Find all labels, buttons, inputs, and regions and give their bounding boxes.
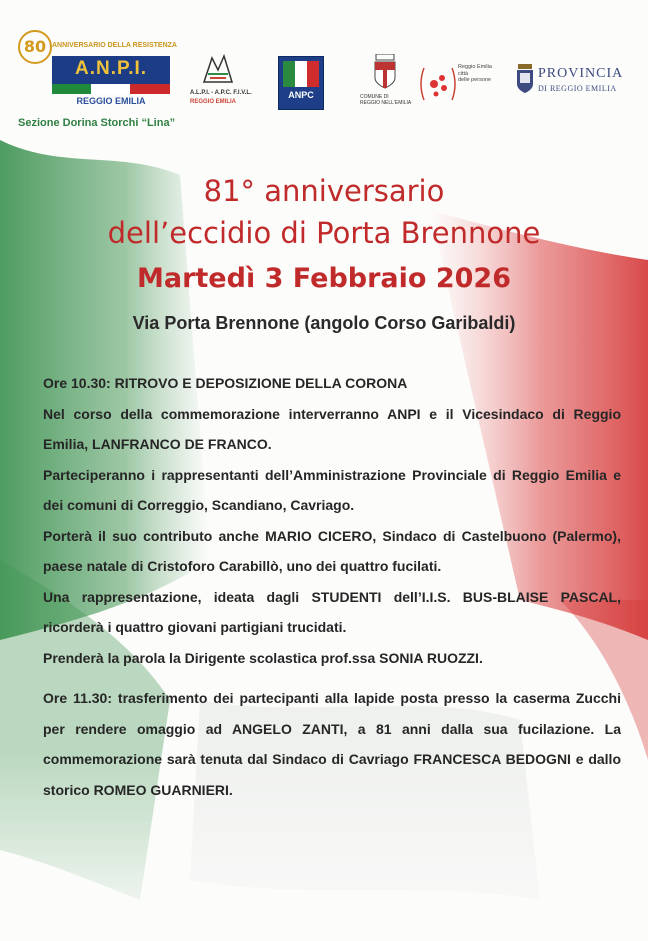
citta-line1: Reggio Emilia <box>458 64 492 70</box>
anpi-city: REGGIO EMILIA <box>76 96 146 106</box>
anpc-logo <box>278 56 324 110</box>
anniversary-number: 80 <box>18 30 52 64</box>
provincia-logo <box>516 62 626 96</box>
comune-line2: REGGIO NELL'EMILIA <box>360 100 412 106</box>
tricolor-band <box>52 84 170 94</box>
comune-logo <box>360 54 410 116</box>
citta-line2: città <box>458 70 469 77</box>
program-item-1130: Ore 11.30: trasferimento dei partecipanti alla lapide posta presso la caserma Zucchi per rendere omaggio ad ANGELO ZANTI, a 81 anni dalla sua fucilazione. La commemorazione sarà tenuta dal Sindaco di Cavriago FRANCESCA BEDOGNI e dallo storico ROMEO GUARNIERI. <box>43 690 621 798</box>
program-contribution: Porterà il suo contributo anche MARIO CICERO, Sindaco di Castelbuono (Palermo), paese natale di Cristoforo Carabillò, uno dei quattro fucilati. <box>43 527 621 574</box>
citta-persone-logo <box>420 64 500 104</box>
provincia-line2: DI REGGIO EMILIA <box>538 84 617 93</box>
anpc-flag-icon <box>283 61 319 87</box>
program-participants: Parteciperanno i rappresentanti dell’Amministrazione Provinciale di Reggio Emilia e dei comuni di Correggio, Scandiano, Cavriago. <box>43 466 621 513</box>
alpi-line2: REGGIO EMILIA <box>190 99 237 105</box>
provincia-crest-icon <box>516 64 534 94</box>
paragraph-gap <box>43 673 621 683</box>
comune-line1: COMUNE DI <box>360 94 389 100</box>
citta-line3: delle persone <box>458 77 492 83</box>
alpi-apc-logo <box>190 52 252 117</box>
program-principal: Prenderà la parola la Dirigente scolastica prof.ssa SONIA RUOZZI. <box>43 649 483 666</box>
program-item-1030: Ore 10.30: RITROVO E DEPOSIZIONE DELLA CORONA <box>43 375 408 391</box>
citta-persone-emblem-icon <box>420 64 456 104</box>
anniversary-text: ANNIVERSARIO DELLA RESISTENZA <box>52 42 177 49</box>
venue: Via Porta Brennone (angolo Corso Garibaldi) <box>132 313 516 333</box>
comune-text <box>360 94 420 106</box>
alpi-line1: A.L.P.I. - A.P.C. F.I.V.L. <box>190 90 252 96</box>
alpi-emblem-icon <box>200 52 236 88</box>
title-date: Martedì 3 Febbraio 2026 <box>137 263 511 294</box>
anpi-name: A.N.P.I. <box>74 58 148 79</box>
citta-text <box>458 64 492 84</box>
anpi-box <box>52 56 170 94</box>
title-anniversary: 81° anniversario <box>203 174 445 208</box>
section-name: Sezione Dorina Storchi “Lina” <box>18 117 176 129</box>
program-students: Una rappresentazione, ideata dagli STUDENTI dell’I.I.S. BUS-BLAISE PASCAL, ricorderà i quattro giovani partigiani trucidati. <box>43 588 621 635</box>
provincia-line1: PROVINCIA <box>538 66 624 81</box>
title-event: dell’eccidio di Porta Brennone <box>107 216 541 250</box>
anpi-80-logo <box>18 30 177 112</box>
logos-header <box>0 0 648 140</box>
anpc-label: ANPC <box>288 90 314 100</box>
program-speakers: Nel corso della commemorazione interverranno ANPI e il Vicesindaco di Reggio Emilia, LANFRANCO DE FRANCO. <box>43 405 621 452</box>
program-text <box>43 368 621 805</box>
comune-crest-icon <box>373 54 397 90</box>
